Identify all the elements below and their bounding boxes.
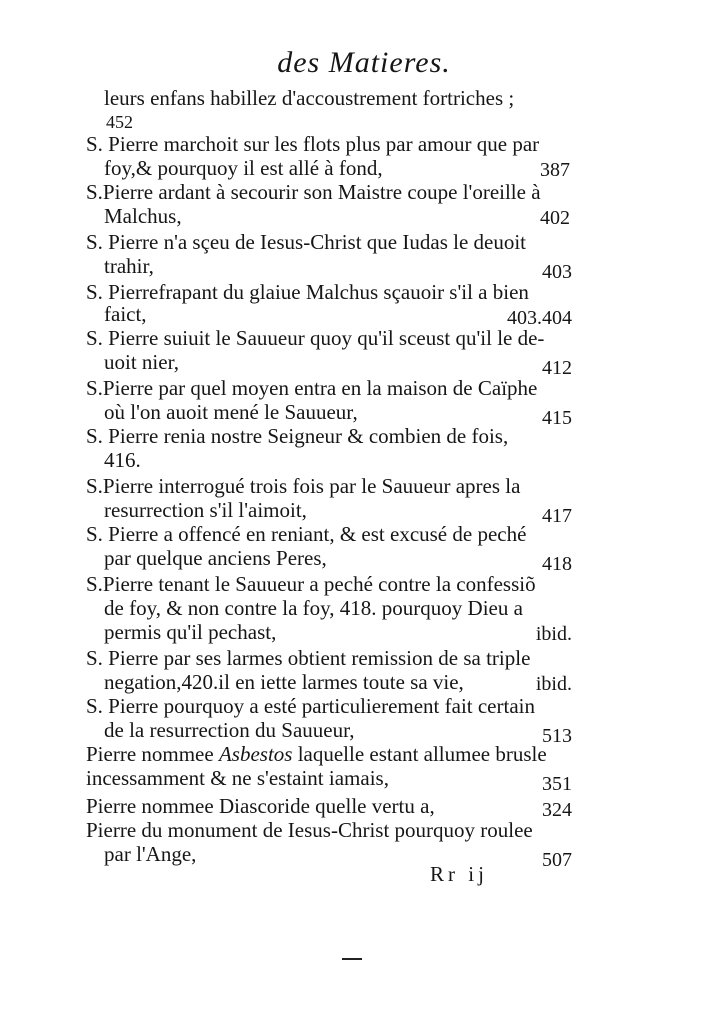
entry-line: S. Pierre suiuit le Sauueur quoy qu'il sceust qu'il le de-	[86, 326, 545, 350]
entry-line: S. Pierre a offencé en reniant, & est excusé de peché	[86, 522, 527, 546]
entry-page-number: ibid.	[535, 623, 572, 645]
signature-mark: Rr ij	[430, 862, 488, 886]
entry-line: permis qu'il pechast,	[104, 620, 277, 644]
entry-line: incessamment & ne s'estaint iamais,	[86, 766, 389, 790]
entry-page-number: 403.404	[507, 307, 572, 329]
entry-line: S. Pierre n'a sçeu de Iesus-Christ que Iudas le deuoit	[86, 230, 527, 254]
entry-page-number: 403	[542, 261, 572, 283]
entry-page-number: 387	[540, 159, 570, 181]
entry-page-number: 415	[542, 407, 572, 429]
entry-page-number: 351	[542, 773, 572, 795]
entry-line: faict,	[104, 302, 147, 326]
entry-italic-term: Asbestos	[218, 742, 293, 766]
bottom-rule	[342, 958, 362, 960]
entry-line: par l'Ange,	[104, 842, 197, 866]
entry-page-number: 402	[540, 207, 570, 229]
entry-line: Pierre nommee Diascoride quelle vertu a,	[86, 794, 435, 818]
entry-page-number: 324	[542, 799, 572, 821]
entry-line: S.Pierre interrogué trois fois par le Sauueur apres la	[86, 474, 521, 498]
entry-line: S. Pierrefrapant du glaiue Malchus sçauoir s'il a bien	[86, 280, 529, 304]
entry-page-number: 507	[542, 849, 572, 871]
entry-line: de la resurrection du Sauueur,	[104, 718, 355, 742]
entry-page-number: 412	[542, 357, 572, 379]
entry-line: leurs enfans habillez d'accoustrement fortriches ;	[104, 86, 515, 110]
entry-line: Malchus,	[104, 204, 182, 228]
entry-line: où l'on auoit mené le Sauueur,	[104, 400, 358, 424]
entry-page-number: 417	[542, 505, 572, 527]
entry-line: par quelque anciens Peres,	[104, 546, 327, 570]
entry-line: S. Pierre pourquoy a esté particulierement fait certain	[86, 694, 535, 718]
entry-line: S.Pierre ardant à secourir son Maistre coupe l'oreille à	[86, 180, 541, 204]
entry-line: trahir,	[104, 254, 154, 278]
entry-line: resurrection s'il l'aimoit,	[104, 498, 307, 522]
entry-page-number: 418	[542, 553, 572, 575]
entry-line: foy,& pourquoy il est allé à fond,	[104, 156, 383, 180]
entry-text: Pierre nommee	[86, 742, 219, 766]
entry-page-number: 513	[542, 725, 572, 747]
entry-page-number: 416.	[104, 448, 141, 472]
entry-line: S. Pierre marchoit sur les flots plus par amour que par	[86, 132, 540, 156]
entry-line: de foy, & non contre la foy, 418. pourquoy Dieu a	[104, 596, 523, 620]
entry-line: S.Pierre par quel moyen entra en la maison de Caïphe	[86, 376, 538, 400]
entry-line: uoit nier,	[104, 350, 179, 374]
entry-line: S.Pierre tenant le Sauueur a peché contre la confessiõ	[86, 572, 536, 596]
entry-page-number: 452	[106, 112, 133, 132]
running-header: des Matieres.	[277, 46, 451, 79]
entry-line: Pierre du monument de Iesus-Christ pourquoy roulee	[86, 818, 533, 842]
entry-line: S. Pierre renia nostre Seigneur & combien de fois,	[86, 424, 509, 448]
entry-line: negation,420.il en iette larmes toute sa vie,	[104, 670, 464, 694]
entry-page-number: ibid.	[535, 673, 572, 695]
entry-line	[86, 742, 547, 766]
entry-line: S. Pierre par ses larmes obtient remission de sa triple	[86, 646, 531, 670]
entry-text: laquelle estant allumee brusle	[292, 742, 547, 766]
